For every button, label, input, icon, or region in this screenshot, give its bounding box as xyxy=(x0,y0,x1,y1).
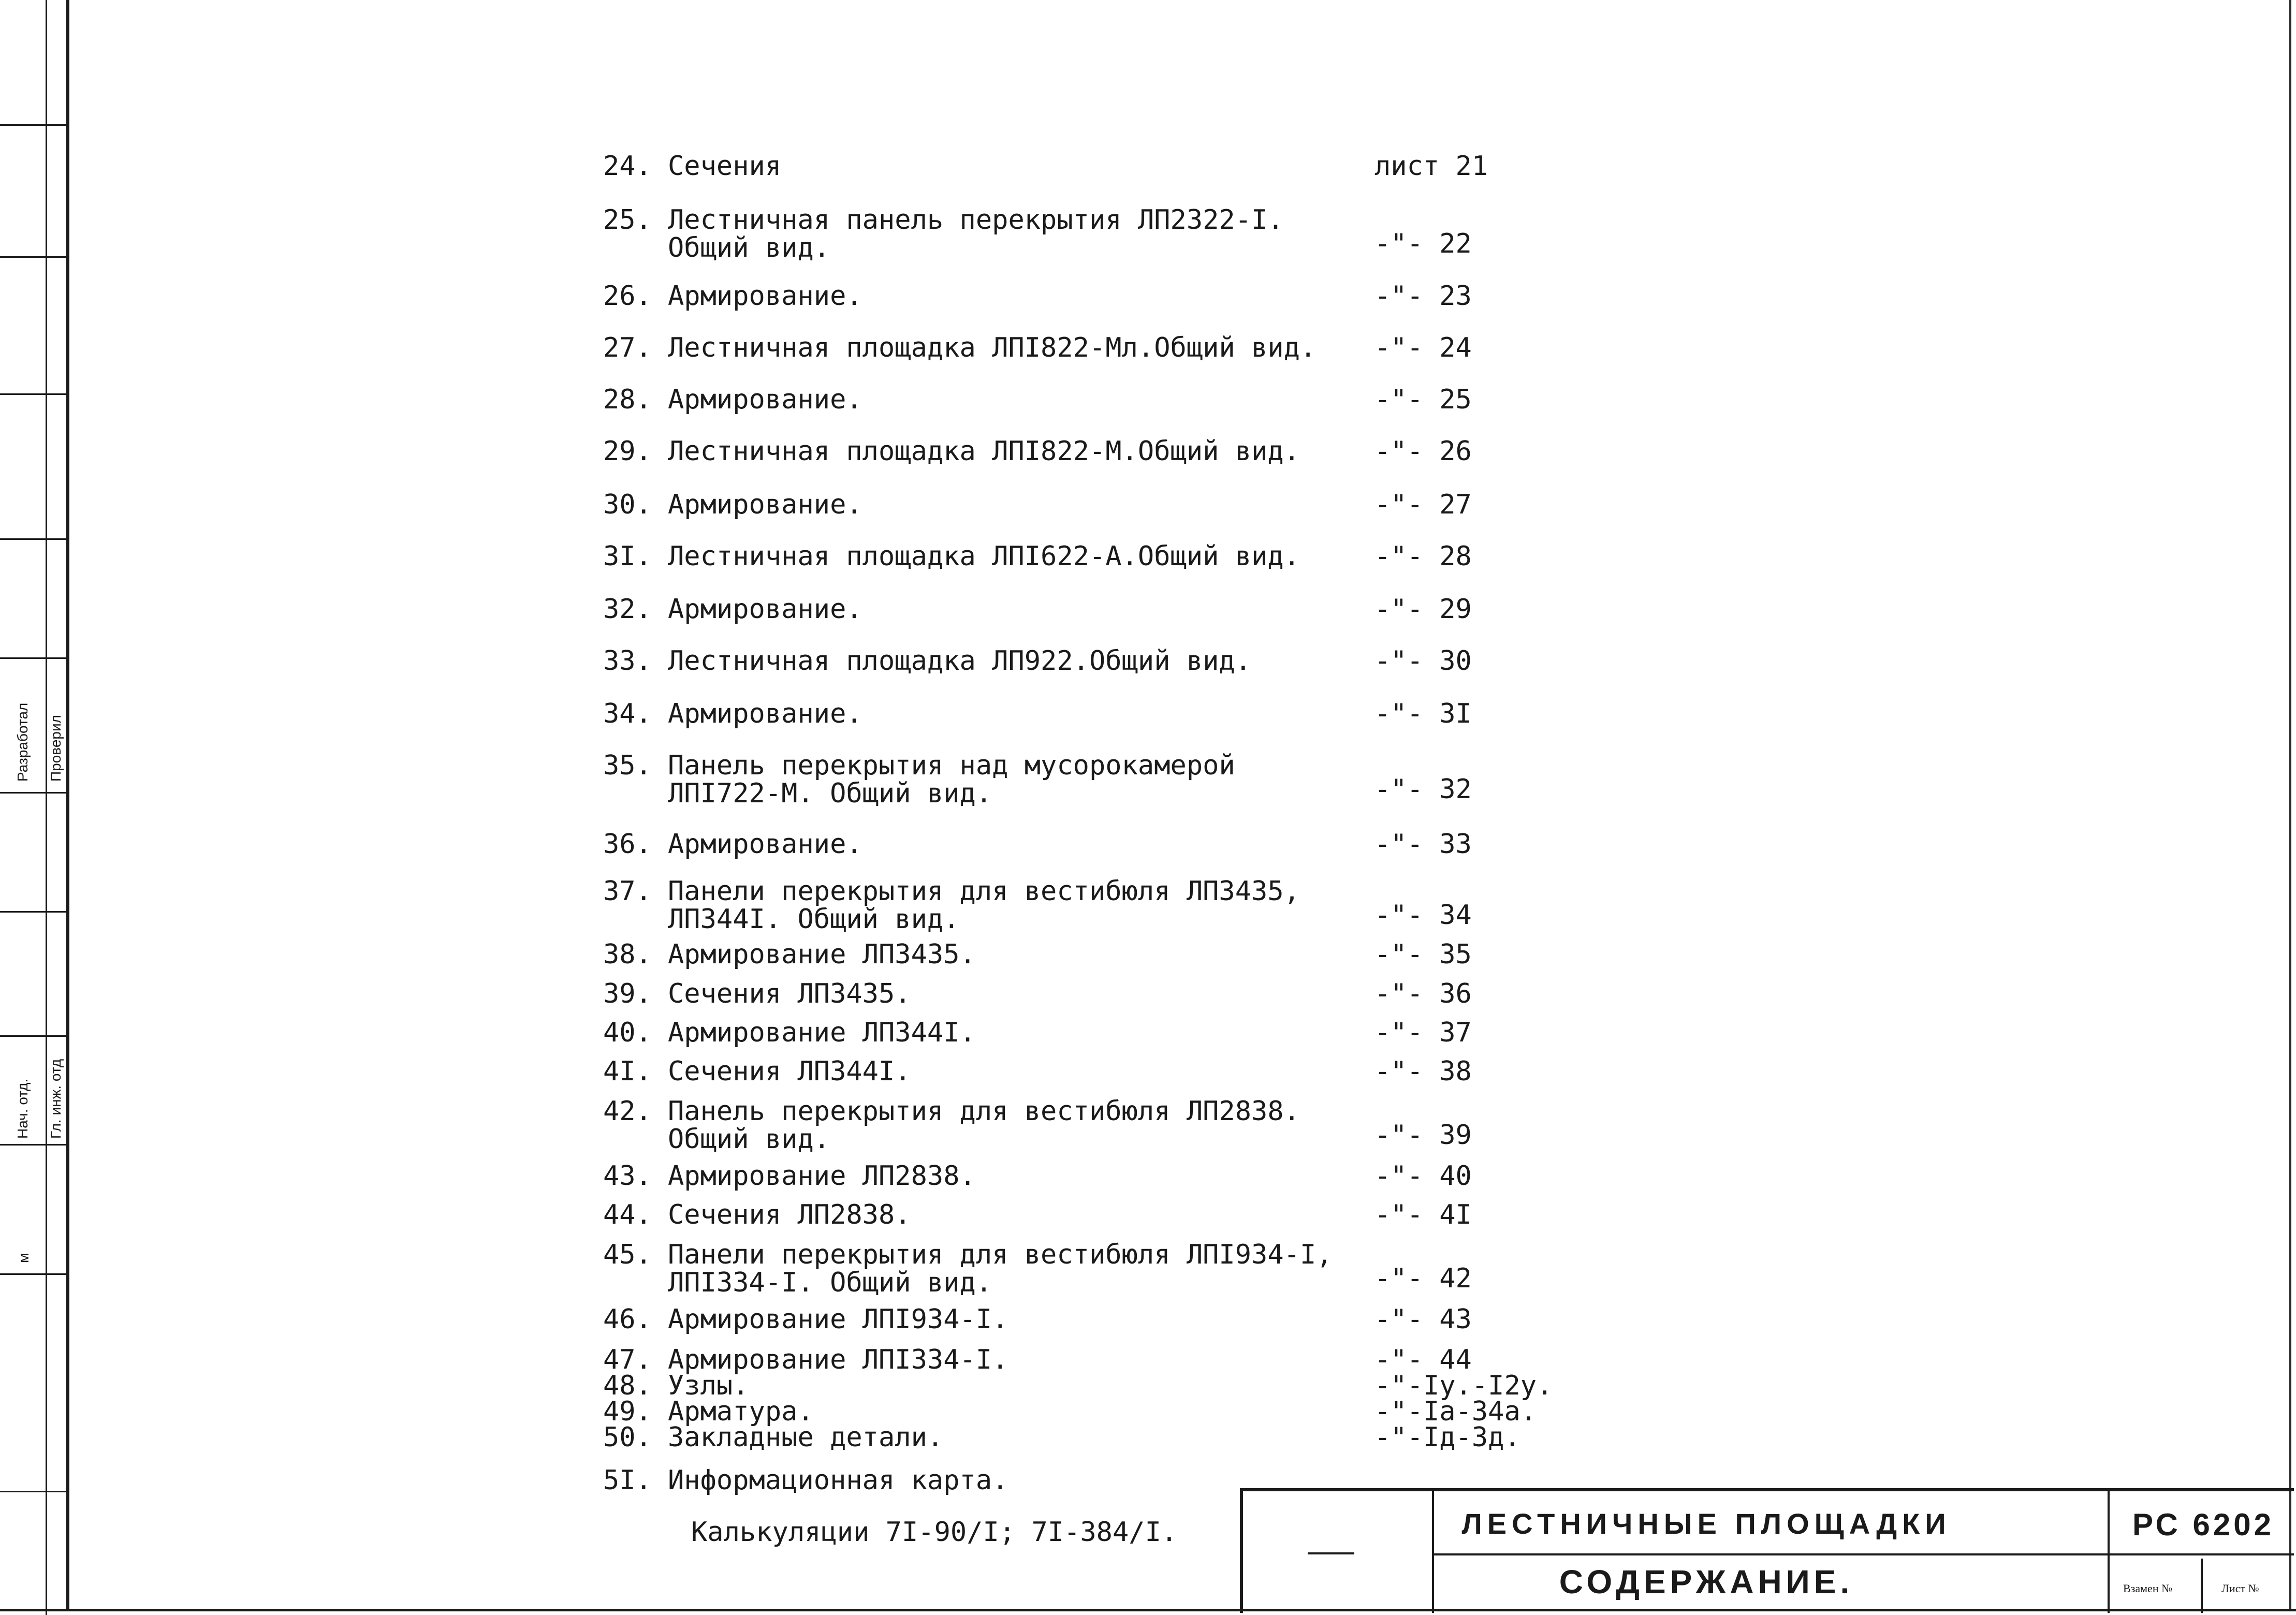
item-sheet-ref: -"- 32 xyxy=(1374,774,1472,805)
item-title: Армирование ЛП3435. xyxy=(668,939,976,970)
item-title: Сечения ЛП2838. xyxy=(668,1199,911,1230)
document-code: РС 6202 xyxy=(2132,1507,2274,1542)
item-title: Узлы. xyxy=(668,1370,749,1401)
margin-divider xyxy=(0,256,66,258)
item-title: Армирование. xyxy=(668,281,862,312)
item-number: 36. xyxy=(603,829,652,860)
item-number: 37. xyxy=(603,876,652,907)
item-title: Сечения xyxy=(668,151,782,182)
margin-border-line xyxy=(46,0,47,1615)
item-number: 5I. xyxy=(603,1465,652,1496)
item-number: 27. xyxy=(603,332,652,363)
margin-divider xyxy=(0,538,66,540)
item-sheet-ref: -"- 33 xyxy=(1374,829,1472,860)
calculation-note: Калькуляции 7I-90/I; 7I-384/I. xyxy=(691,1517,1178,1548)
item-sheet-ref: -"- 35 xyxy=(1374,939,1472,970)
item-sheet-ref: -"- 29 xyxy=(1374,594,1472,625)
item-sheet-ref: -"- 23 xyxy=(1374,281,1472,312)
item-title: Сечения ЛП344I. xyxy=(668,1056,911,1087)
item-sheet-ref: -"-Iу.-I2у. xyxy=(1374,1370,1553,1401)
item-sheet-ref: -"- 27 xyxy=(1374,489,1472,520)
item-number: 25. xyxy=(603,204,652,236)
item-title: Армирование ЛПI334-I. xyxy=(668,1344,1008,1375)
item-title: Лестничная площадка ЛП922.Общий вид. xyxy=(668,645,1252,677)
item-number: 39. xyxy=(603,978,652,1009)
frame-left-border xyxy=(66,0,69,1610)
sheet-label: Лист № xyxy=(2221,1582,2259,1595)
item-number: 4I. xyxy=(603,1056,652,1087)
item-number: 33. xyxy=(603,645,652,677)
item-sheet-ref: -"- 3I xyxy=(1374,698,1472,729)
item-sheet-ref: лист 21 xyxy=(1374,151,1488,182)
margin-divider xyxy=(0,1144,66,1146)
item-sheet-ref: -"- 30 xyxy=(1374,645,1472,677)
item-number: 46. xyxy=(603,1304,652,1335)
margin-label-developer: Разработал xyxy=(14,702,31,782)
item-number: 24. xyxy=(603,151,652,182)
item-sheet-ref: -"- 44 xyxy=(1374,1344,1472,1375)
item-number: 38. xyxy=(603,939,652,970)
item-sheet-ref: -"-Iа-34а. xyxy=(1374,1396,1537,1427)
item-number: 29. xyxy=(603,436,652,467)
item-title: Панель перекрытия над мусорокамерой ЛПI722-М. Общий вид. xyxy=(668,750,1235,809)
item-title: Армирование ЛП344I. xyxy=(668,1017,976,1048)
title-block-divider xyxy=(1432,1553,2294,1555)
title-block-divider xyxy=(2201,1559,2203,1613)
item-number: 34. xyxy=(603,698,652,729)
margin-label-chief-engineer: Гл. инж. отд xyxy=(48,1059,64,1139)
item-sheet-ref: -"- 26 xyxy=(1374,436,1472,467)
item-sheet-ref: -"- 38 xyxy=(1374,1056,1472,1087)
item-sheet-ref: -"- 42 xyxy=(1374,1263,1472,1294)
item-sheet-ref: -"- 39 xyxy=(1374,1120,1472,1151)
item-sheet-ref: -"- 24 xyxy=(1374,332,1472,363)
item-number: 40. xyxy=(603,1017,652,1048)
item-sheet-ref: -"- 25 xyxy=(1374,384,1472,415)
item-title: Лестничная площадка ЛПI622-А.Общий вид. xyxy=(668,541,1300,572)
item-title: Сечения ЛП3435. xyxy=(668,978,911,1009)
item-title: Армирование. xyxy=(668,829,862,860)
item-number: 42. xyxy=(603,1096,652,1127)
item-title: Армирование. xyxy=(668,594,862,625)
document-title: ЛЕСТНИЧНЫЕ ПЛОЩАДКИ xyxy=(1461,1507,1951,1540)
item-number: 49. xyxy=(603,1396,652,1427)
frame-right-border xyxy=(2289,0,2291,1610)
margin-divider xyxy=(0,1035,66,1037)
item-title: Лестничная панель перекрытия ЛП2322-I. Общий вид. xyxy=(668,204,1284,263)
item-number: 3I. xyxy=(603,541,652,572)
item-title: Армирование ЛПI934-I. xyxy=(668,1304,1008,1335)
margin-divider xyxy=(0,124,66,126)
item-sheet-ref: -"- 22 xyxy=(1374,228,1472,259)
margin-divider xyxy=(0,1273,66,1275)
item-title: Панель перекрытия для вестибюля ЛП2838. Общий вид. xyxy=(668,1096,1300,1155)
item-number: 47. xyxy=(603,1344,652,1375)
item-sheet-ref: -"- 34 xyxy=(1374,900,1472,931)
item-title: Армирование ЛП2838. xyxy=(668,1161,976,1192)
item-sheet-ref: -"-Iд-3д. xyxy=(1374,1422,1520,1453)
title-block-divider xyxy=(2108,1491,2110,1613)
margin-label-m: м xyxy=(16,1253,32,1263)
document-subtitle: СОДЕРЖАНИЕ. xyxy=(1559,1563,1854,1601)
item-sheet-ref: -"- 36 xyxy=(1374,978,1472,1009)
item-title: Лестничная площадка ЛПI822-Мл.Общий вид. xyxy=(668,332,1317,363)
margin-divider xyxy=(0,911,66,913)
item-number: 48. xyxy=(603,1370,652,1401)
item-title: Панели перекрытия для вестибюля ЛП3435, ЛП344I. Общий вид. xyxy=(668,876,1300,935)
item-title: Армирование. xyxy=(668,698,862,729)
item-title: Закладные детали. xyxy=(668,1422,944,1453)
title-block xyxy=(1240,1488,2294,1613)
title-block-dash xyxy=(1308,1552,1354,1554)
item-number: 28. xyxy=(603,384,652,415)
margin-divider xyxy=(0,1491,66,1492)
item-number: 30. xyxy=(603,489,652,520)
item-number: 45. xyxy=(603,1239,652,1270)
item-number: 44. xyxy=(603,1199,652,1230)
item-title: Армирование. xyxy=(668,384,862,415)
item-title: Армирование. xyxy=(668,489,862,520)
item-title: Панели перекрытия для вестибюля ЛПI934-I, ЛПI334-I. Общий вид. xyxy=(668,1239,1333,1298)
item-sheet-ref: -"- 40 xyxy=(1374,1161,1472,1192)
item-title: Арматура. xyxy=(668,1396,814,1427)
item-number: 26. xyxy=(603,281,652,312)
item-sheet-ref: -"- 4I xyxy=(1374,1199,1472,1230)
margin-divider xyxy=(0,393,66,395)
item-number: 43. xyxy=(603,1161,652,1192)
title-block-divider xyxy=(1432,1491,1434,1613)
margin-label-checker: Проверил xyxy=(48,715,64,782)
item-number: 50. xyxy=(603,1422,652,1453)
item-title: Информационная карта. xyxy=(668,1465,1008,1496)
item-number: 35. xyxy=(603,750,652,781)
replaces-label: Взамен № xyxy=(2123,1582,2173,1595)
item-title: Лестничная площадка ЛПI822-М.Общий вид. xyxy=(668,436,1300,467)
item-sheet-ref: -"- 37 xyxy=(1374,1017,1472,1048)
margin-divider xyxy=(0,657,66,659)
item-sheet-ref: -"- 43 xyxy=(1374,1304,1472,1335)
item-sheet-ref: -"- 28 xyxy=(1374,541,1472,572)
margin-label-dept-head: Нач. отд. xyxy=(14,1078,31,1139)
margin-divider xyxy=(0,792,66,794)
item-number: 32. xyxy=(603,594,652,625)
